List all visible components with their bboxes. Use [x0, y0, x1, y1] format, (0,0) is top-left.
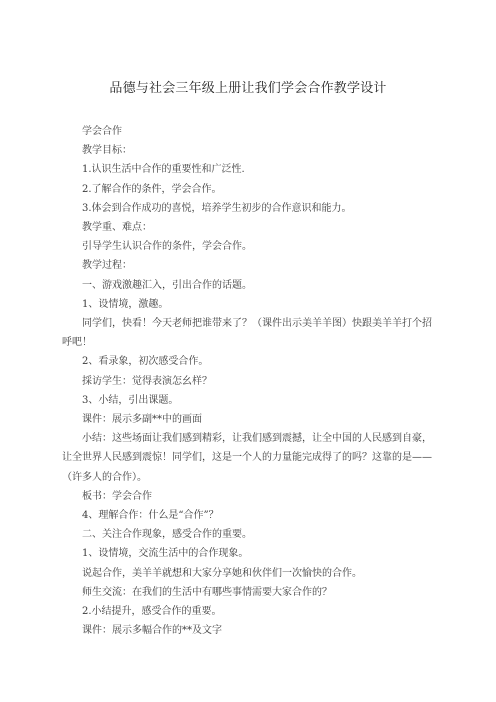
paragraph: 课件：展示多幅合作的**及文字: [82, 625, 222, 637]
paragraph: 2、看录象，初次感受合作。: [82, 356, 209, 368]
paragraph: 3.体会到合作成功的喜悦，培养学生初步的合作意识和能力。: [82, 202, 352, 214]
document-title: 品德与社会三年级上册让我们学会合作教学设计: [109, 81, 387, 96]
paragraph: 3、小结，引出课题。: [82, 394, 179, 406]
paragraph: 说起合作，美羊羊就想和大家分享她和伙伴们一次愉快的合作。: [82, 567, 362, 579]
paragraph: 板书：学会合作: [82, 490, 152, 502]
paragraph: 2.小结提升，感受合作的重要。: [82, 606, 222, 618]
paragraph: 1、设情境，交流生活中的合作现象。: [82, 548, 249, 560]
paragraph: 教学目标：: [82, 145, 132, 157]
paragraph: 2.了解合作的条件，学会合作。: [82, 183, 222, 195]
paragraph: 1、设情境，激趣。: [82, 298, 169, 310]
paragraph: 引导学生认识合作的条件，学会合作。: [82, 241, 252, 253]
document-body: [62, 122, 434, 640]
paragraph: 教学过程：: [82, 260, 132, 272]
paragraph: 课件：展示多副**中的画面: [82, 414, 202, 426]
paragraph: 学会合作: [82, 126, 122, 137]
paragraph: 同学们，快看！今天老师把谁带来了？（课件出示美羊羊图）快跟美羊羊打个招呼吧！: [62, 318, 432, 349]
paragraph: 师生交流：在我们的生活中有哪些事情需要大家合作的？: [82, 586, 332, 598]
paragraph: 4、理解合作：什么是“合作”？: [82, 510, 219, 522]
paragraph: 1.认识生活中合作的重要性和广泛性.: [82, 164, 245, 176]
paragraph: 二、关注合作现象，感受合作的重要。: [82, 529, 252, 541]
paragraph: 小结：这些场面让我们感到精彩，让我们感到震撼，让全中国的人民感到自豪，让全世界人民感到震惊！同学们，这是一个人的力量能完成得了的吗？这靠的是——（许多人的合作）。: [62, 433, 432, 483]
paragraph: 教学重、难点：: [82, 222, 152, 234]
paragraph: 一、游戏激趣汇入，引出合作的话题。: [82, 279, 252, 291]
paragraph: 採访学生：觉得表演怎幺样？: [82, 375, 212, 387]
